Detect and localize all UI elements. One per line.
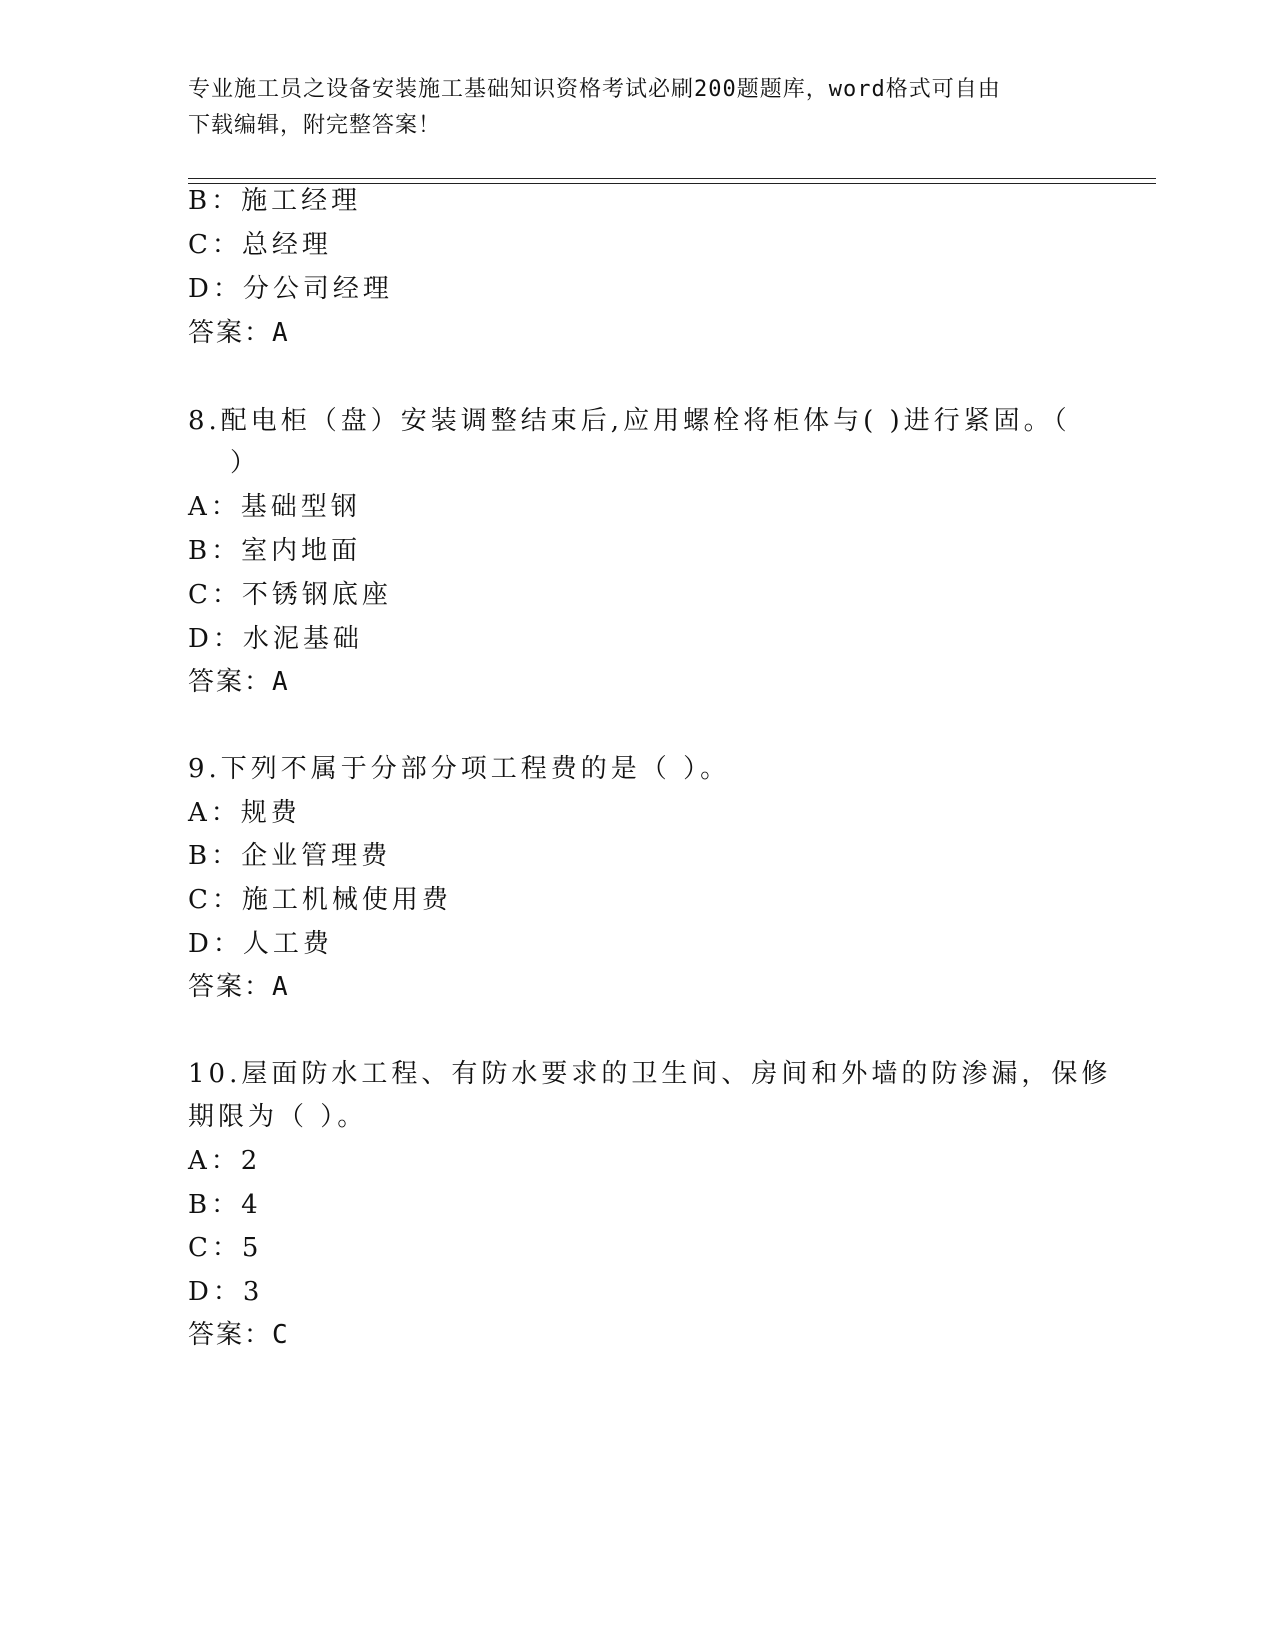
q8-option-d: D：水泥基础	[188, 624, 363, 654]
option-b: B：施工经理	[188, 186, 362, 216]
q10-option-d: D：3	[188, 1277, 264, 1307]
q10-option-b: B：4	[188, 1190, 262, 1220]
question-10-text-cont: 期限为（ ）。	[188, 1102, 368, 1132]
answer-label: 答案：	[188, 972, 273, 1002]
header-line-1: 专业施工员之设备安装施工基础知识资格考试必刷200题题库，word格式可自由	[188, 77, 1001, 102]
answer-value: A	[272, 667, 290, 697]
q10-option-a: A：2	[188, 1146, 262, 1176]
q10-answer-line	[188, 1318, 290, 1352]
question-8-text-cont: ）	[230, 448, 257, 478]
header-line-2: 下载编辑，附完整答案！	[188, 113, 442, 138]
option-c: C：总经理	[188, 230, 332, 260]
q8-answer-line	[188, 665, 290, 699]
answer-value: C	[272, 1320, 290, 1350]
answer-line	[188, 316, 290, 350]
question-10-text: 10.屋面防水工程、有防水要求的卫生间、房间和外墙的防渗漏，保修	[188, 1059, 1112, 1089]
q9-option-a: A：规费	[188, 798, 301, 828]
q9-option-c: C：施工机械使用费	[188, 885, 452, 915]
q9-option-b: B：企业管理费	[188, 841, 392, 871]
question-9-text: 9.下列不属于分部分项工程费的是（ ）。	[188, 754, 731, 784]
q8-option-b: B：室内地面	[188, 536, 362, 566]
document-header	[188, 72, 1088, 144]
answer-label: 答案：	[188, 1320, 273, 1350]
question-8-text: 8.配电柜（盘）安装调整结束后,应用螺栓将柜体与( )进行紧固。（	[188, 406, 1071, 436]
q8-option-a: A：基础型钢	[188, 492, 361, 522]
answer-label: 答案：	[188, 318, 273, 348]
q8-option-c: C：不锈钢底座	[188, 580, 392, 610]
q9-option-d: D：人工费	[188, 929, 333, 959]
header-divider-top	[188, 178, 1156, 179]
answer-value: A	[272, 972, 290, 1002]
option-d: D：分公司经理	[188, 274, 393, 304]
answer-value: A	[272, 318, 290, 348]
q10-option-c: C：5	[188, 1233, 263, 1263]
q9-answer-line	[188, 970, 290, 1004]
answer-label: 答案：	[188, 667, 273, 697]
